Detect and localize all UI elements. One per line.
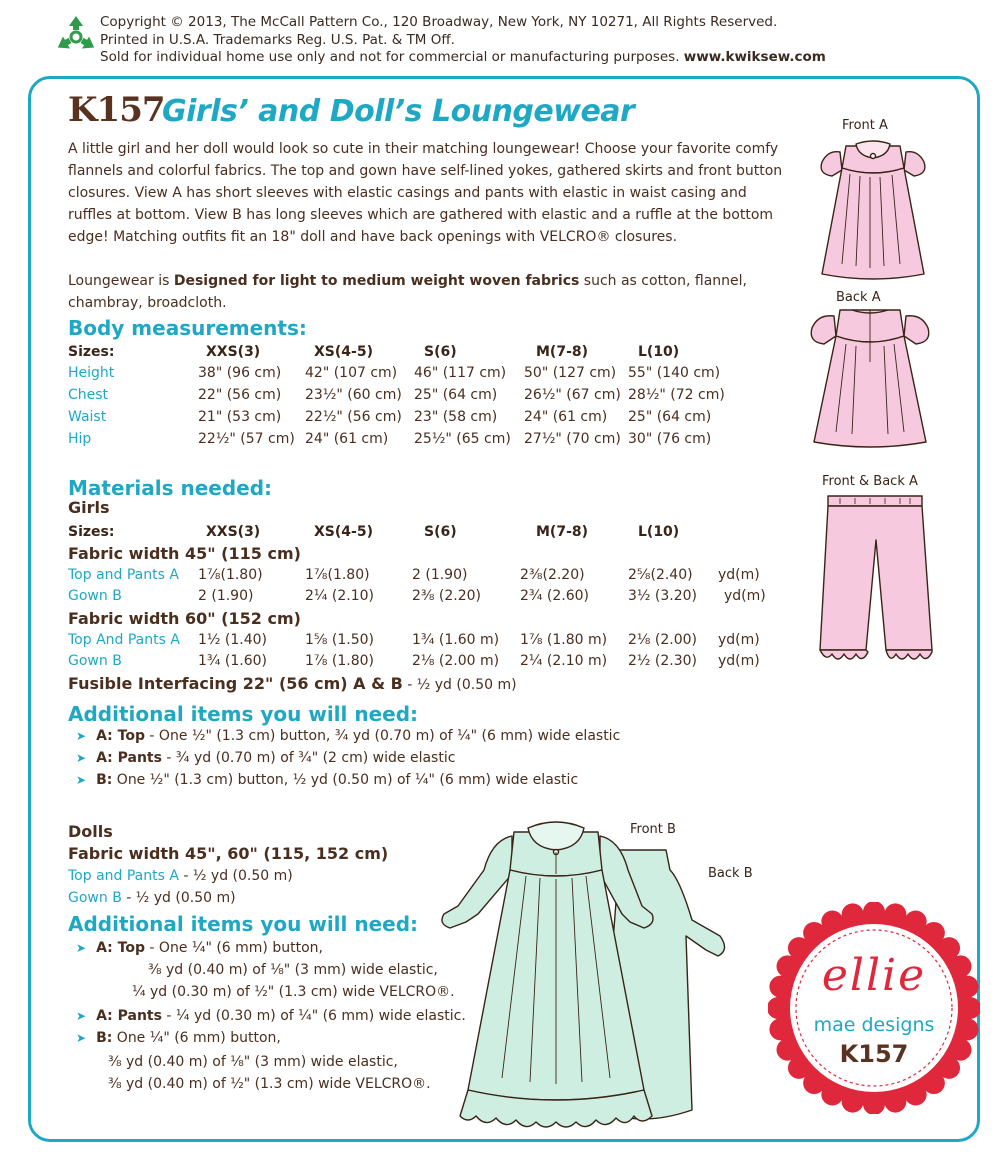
usage-line: Sold for individual home use only and not for commercial or manufacturing purposes. <box>100 49 680 65</box>
seal-scallop <box>863 1093 885 1114</box>
materials-sizes-row: Sizes: XXS(3) XS(4-5) S(6) M(7-8) L(10) <box>68 524 680 540</box>
recycle-icon <box>54 14 98 56</box>
interfacing-line: Fusible Interfacing 22" (56 cm) A & B - ½ yd (0.50 m) <box>68 674 517 693</box>
chevron-right-icon: ➤ <box>76 751 87 765</box>
seal-scallop <box>884 1091 906 1113</box>
materials-row: Gown B 2 (1.90) 2¼ (2.10) 2⅜ (2.20) 2¾ (2.60) 3½ (3.20) yd(m) <box>68 588 766 604</box>
seal-scallop <box>957 1018 979 1040</box>
dolls-label: Dolls <box>68 822 113 841</box>
fabric-emphasis: Designed for light to medium weight woven fabrics <box>173 273 580 289</box>
measure-row-waist: Waist 21" (53 cm) 22½" (56 cm) 23" (58 cm) 24" (61 cm) 25" (64 cm) <box>68 409 712 425</box>
back-a-dress-illustration <box>790 302 950 452</box>
seal-code-text: K157 <box>839 1040 909 1068</box>
pattern-code: K157 <box>68 90 165 130</box>
dolls-row: Top and Pants A - ½ yd (0.50 m) <box>68 868 293 884</box>
seal-script-text: ellie <box>821 950 927 1001</box>
seal-scallop <box>842 903 864 925</box>
fabric-width-60-title: Fabric width 60" (152 cm) <box>68 609 301 628</box>
seal-scallop <box>905 1083 927 1105</box>
list-item-cont: ⅜ yd (0.40 m) of ⅛" (3 mm) wide elastic, <box>108 1054 398 1070</box>
list-item: ➤ B: One ¼" (6 mm) button, <box>76 1030 281 1046</box>
front-b-label: Front B <box>630 822 676 837</box>
website-link[interactable]: www.kwiksew.com <box>683 49 826 65</box>
ellie-mae-designs-seal <box>768 902 980 1114</box>
copyright-block <box>100 14 826 67</box>
dolls-row: Gown B - ½ yd (0.50 m) <box>68 890 236 906</box>
list-item: ➤ A: Top - One ¼" (6 mm) button, <box>76 940 323 956</box>
sizes-row: Sizes: XXS(3) XS(4-5) S(6) M(7-8) L(10) <box>68 344 680 360</box>
list-item-cont: ¼ yd (0.30 m) of ½" (1.3 cm) wide VELCRO®. <box>132 984 455 1000</box>
seal-scallop <box>769 1018 791 1040</box>
chevron-right-icon: ➤ <box>76 1009 87 1023</box>
seal-scallop <box>821 1083 843 1105</box>
girls-label: Girls <box>68 498 110 517</box>
seal-scallop <box>884 903 906 925</box>
seal-scallop <box>923 1072 945 1094</box>
seal-scallop <box>821 911 843 933</box>
fabric-paragraph: Loungewear is Designed for light to medium weight woven fabrics such as cotton, flannel, chambray, broadcloth. <box>68 273 747 311</box>
description <box>68 138 788 336</box>
list-item: ➤ A: Top - One ½" (1.3 cm) button, ¾ yd (0.70 m) of ¼" (6 mm) wide elastic <box>76 728 621 744</box>
seal-scallop <box>863 902 885 923</box>
front-a-label: Front A <box>842 118 888 133</box>
materials-row: Gown B 1¾ (1.60) 1⅞ (1.80) 2⅛ (2.00 m) 2¼ (2.10 m) 2½ (2.30) yd(m) <box>68 653 760 669</box>
seal-scallop <box>788 1057 810 1079</box>
seal-scallop <box>803 922 825 944</box>
list-item: ➤ A: Pants - ¼ yd (0.30 m) of ¼" (6 mm) wide elastic. <box>76 1008 466 1024</box>
materials-row: Top and Pants A 1⅞(1.80) 1⅞(1.80) 2 (1.90) 2⅜(2.20) 2⅝(2.40) yd(m) <box>68 567 760 583</box>
fabric-width-45-title: Fabric width 45" (115 cm) <box>68 544 301 563</box>
back-a-label: Back A <box>836 290 881 305</box>
seal-scallop <box>842 1091 864 1113</box>
chevron-right-icon: ➤ <box>76 729 87 743</box>
additional-items-heading: Additional items you will need: <box>68 702 419 726</box>
measure-row-height: Height 38" (96 cm) 42" (107 cm) 46" (117 cm) 50" (127 cm) 55" (140 cm) <box>68 365 721 381</box>
measure-row-hip: Hip 22½" (57 cm) 24" (61 cm) 25½" (65 cm) 27½" (70 cm) 30" (76 cm) <box>68 431 712 447</box>
list-item-cont: ⅜ yd (0.40 m) of ⅛" (3 mm) wide elastic, <box>148 962 438 978</box>
gown-b-illustration <box>430 810 750 1140</box>
seal-scallop <box>769 976 791 998</box>
materials-table <box>68 524 788 694</box>
list-item: ➤ B: One ½" (1.3 cm) button, ½ yd (0.50 m) of ¼" (6 mm) wide elastic <box>76 772 579 788</box>
chevron-right-icon: ➤ <box>76 941 87 955</box>
page-title: Girls’ and Doll’s Loungewear <box>162 94 635 129</box>
seal-scallop <box>777 1039 799 1061</box>
seal-scallop <box>957 976 979 998</box>
measure-row-chest: Chest 22" (56 cm) 23½" (60 cm) 25" (64 cm) 26½" (67 cm) 28½" (72 cm) <box>68 387 725 403</box>
description-paragraph: A little girl and her doll would look so cute in their matching loungewear! Choose your favorite comfy flannels and colorful fabrics. The top and gown have self-lined yokes, gathered skirts and front button closures. View A has short sleeves with elastic casings and pants with elastic in waist casing and ruffles at bottom. View B has long sleeves which are gathered with elastic and a ruffle at the bottom edge! Matching outfits fit an 18" doll and have back openings with VELCRO® closures. <box>68 141 783 245</box>
dolls-additional-heading: Additional items you will need: <box>68 912 419 936</box>
dolls-fabric-title: Fabric width 45", 60" (115, 152 cm) <box>68 844 389 863</box>
front-back-a-label: Front & Back A <box>822 474 918 489</box>
trademark-line: Printed in U.S.A. Trademarks Reg. U.S. Pat. & TM Off. <box>100 31 455 48</box>
front-a-dress-illustration <box>798 134 948 284</box>
back-b-label: Back B <box>708 866 753 881</box>
seal-brand-text: mae designs <box>813 1014 935 1036</box>
copyright-line: Copyright © 2013, The McCall Pattern Co., 120 Broadway, New York, NY 10271, All Rights Reserved. <box>100 14 778 30</box>
list-item: ➤ A: Pants - ¾ yd (0.70 m) of ¾" (2 cm) wide elastic <box>76 750 456 766</box>
seal-scallop <box>959 997 980 1019</box>
pants-illustration <box>810 490 940 676</box>
chevron-right-icon: ➤ <box>76 773 87 787</box>
materials-heading: Materials needed: <box>68 476 273 500</box>
seal-scallop <box>949 1039 971 1061</box>
body-measurements-heading: Body measurements: <box>68 316 307 340</box>
chevron-right-icon: ➤ <box>76 1031 87 1045</box>
list-item-cont: ⅜ yd (0.40 m) of ½" (1.3 cm) wide VELCRO®. <box>108 1076 431 1092</box>
seal-scallop <box>768 997 789 1019</box>
materials-row: Top And Pants A 1½ (1.40) 1⅝ (1.50) 1¾ (1.60 m) 1⅞ (1.80 m) 2⅛ (2.00) yd(m) <box>68 632 760 648</box>
seal-scallop <box>905 911 927 933</box>
seal-scallop <box>949 955 971 977</box>
body-measurements-table <box>68 344 768 454</box>
seal-scallop <box>777 955 799 977</box>
